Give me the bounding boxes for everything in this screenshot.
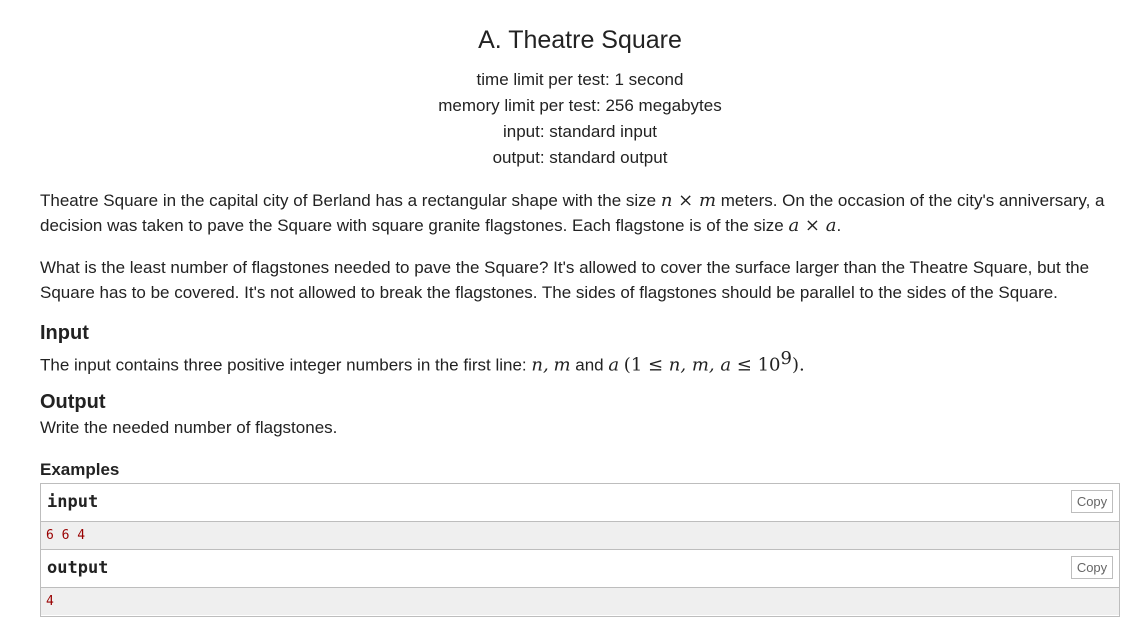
sample-input-body xyxy=(41,522,1119,549)
math-m: m xyxy=(553,354,571,376)
sample-output-value: 4 xyxy=(46,594,54,609)
sample-input-block xyxy=(40,483,1120,550)
constraint-vars: n, m, a xyxy=(668,354,732,376)
copy-input-button[interactable]: Copy xyxy=(1071,490,1113,513)
constraint-exponent: 9 xyxy=(780,348,792,369)
examples-title: Examples xyxy=(40,460,120,479)
problem-title: A. Theatre Square xyxy=(478,26,682,54)
statement-paragraph-2: What is the least number of flagstones needed to pave the Square? It's allowed to cover the surface larger than the Theatre Square, but the Square has to be covered. It's not allowed to break the flagstones. The sides of flagstones should be parallel to the sides of the Square. xyxy=(40,258,1090,302)
math-a: a xyxy=(608,354,620,376)
sample-output-label: output xyxy=(47,558,109,578)
output-section-text: Write the needed number of flagstones. xyxy=(40,418,338,437)
constraint-le: ≤ 10 xyxy=(731,354,781,376)
statement-text: Theatre Square in the capital city of Berland has a rectangular shape with the size xyxy=(40,191,661,210)
input-and: and xyxy=(570,355,609,375)
copy-output-button[interactable]: Copy xyxy=(1071,556,1113,579)
sample-output-header xyxy=(41,550,1119,588)
statement-text: meters. On the occasion of the city's anniversary, a decision was taken to pave the Square with square granite flagstones. Each flagstone is of the size xyxy=(40,191,1105,235)
input-section-title: Input xyxy=(40,322,89,344)
time-limit: time limit per test: 1 second xyxy=(476,70,684,89)
input-section-text xyxy=(40,348,805,376)
math-n: n, xyxy=(531,354,549,376)
constraint-open: (1 ≤ xyxy=(623,354,669,376)
sample-output-body xyxy=(41,588,1119,615)
math-expression: n × m xyxy=(660,190,717,211)
math-expression: a × a xyxy=(788,214,837,236)
memory-limit: memory limit per test: 256 megabytes xyxy=(438,96,722,115)
sample-input-label: input xyxy=(47,492,99,512)
output-file: output: standard output xyxy=(492,148,668,167)
input-text: The input contains three positive integer numbers in the first line: xyxy=(40,355,532,375)
constraint-close: ). xyxy=(791,354,805,376)
statement-paragraph-1 xyxy=(40,189,1130,238)
statement-text: . xyxy=(836,215,842,235)
sample-output-block xyxy=(40,549,1120,617)
output-section-title: Output xyxy=(40,391,106,413)
sample-input-value: 6 6 4 xyxy=(46,528,86,543)
input-file: input: standard input xyxy=(502,122,658,141)
sample-input-header xyxy=(41,484,1119,522)
